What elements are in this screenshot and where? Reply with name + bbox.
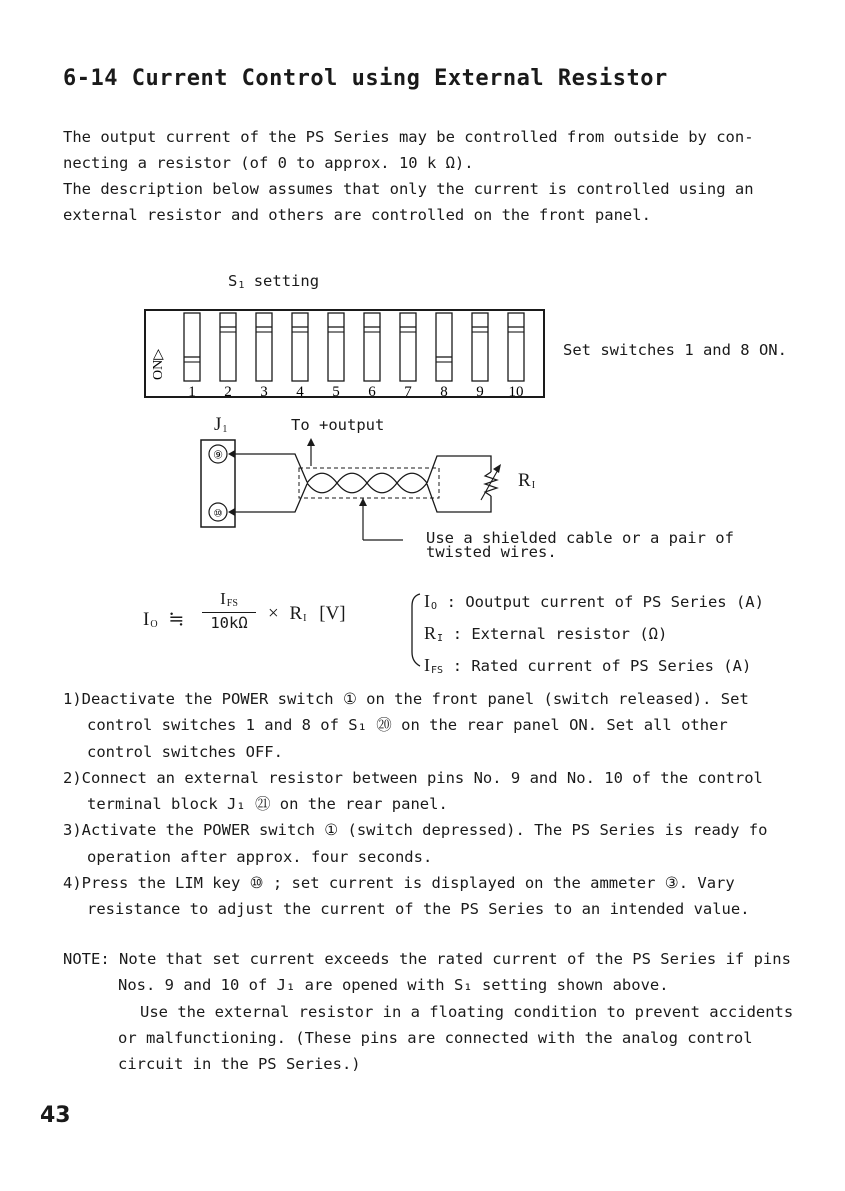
to-output-label: To +output [291,416,385,434]
note-line-1: NOTE: Note that set current exceeds the rated current of the PS Series if pins [63,950,791,968]
terminal-label: J1 [214,414,228,435]
on-label: ON▷ [151,349,166,380]
switch-number-8: 8 [440,384,448,400]
dip-switch-group [184,313,524,381]
step-2-line-2: terminal block J₁ ㉑ on the rear panel. [87,795,448,814]
legend-io: IO : Ooutput current of PS Series (A) [424,591,764,612]
switch-number-4: 4 [296,384,304,400]
pin-10-arrow [228,508,235,516]
wire-top-left [235,454,307,482]
intro-paragraph [63,124,754,228]
switch-caption: S1 setting [228,272,320,291]
switch-number-10: 10 [508,384,524,400]
pin-9-arrow [228,450,235,458]
formula-numerator: IFS [220,589,238,609]
step-1-line-2: control switches 1 and 8 of S₁ ⑳ on the rear panel ON. Set all other [87,716,728,735]
intro-line-3: The description below assumes that only the current is controlled using an [63,180,754,198]
dip-switch-1 [184,313,200,381]
wire-top-right [427,456,491,483]
dip-switch-10 [508,313,524,381]
twisted-wire-b [307,473,427,493]
switch-instruction: Set switches 1 and 8 ON. [563,341,787,359]
dip-switch-4 [292,313,308,381]
cable-leader-head [359,498,367,506]
legend-ifs: IFS : Rated current of PS Series (A) [424,655,752,676]
note-line-3: Use the external resistor in a floating condition to prevent accidents [140,1002,794,1021]
legend [424,587,764,683]
dip-switch-9 [472,313,488,381]
legend-bracket [408,590,424,670]
intro-line-1: The output current of the PS Series may be controlled from outside by con- [63,128,754,146]
formula-rhs: × RI [V] [268,603,346,624]
wire-bottom-right [427,484,491,512]
switch-number-3: 3 [260,384,268,400]
formula-fraction [198,589,260,633]
switch-number-5: 5 [332,384,340,400]
dip-switch-6 [364,313,380,381]
resistor-label: RI [518,470,536,491]
intro-line-4: external resistor and others are controlled on the front panel. [63,206,651,224]
procedure-steps [63,686,767,923]
intro-line-2: necting a resistor (of 0 to approx. 10 k Ω). [63,154,474,172]
formula-denominator: 10kΩ [210,614,248,632]
wire-bottom-left [235,484,307,512]
switch-number-2: 2 [224,384,232,400]
dip-switch-8 [436,313,452,381]
variable-arrow-head [493,464,501,473]
switch-number-7: 7 [404,384,412,400]
output-arrow-head [307,438,315,446]
step-3-line-1: 3)Activate the POWER switch ① (switch depressed). The PS Series is ready fo [63,821,768,840]
legend-ri: RI : External resistor (Ω) [424,623,668,644]
section-title: 6-14 Current Control using External Resistor [63,66,668,91]
cable-shield [299,468,439,498]
note-label: NOTE: [63,950,110,968]
step-4-line-2: resistance to adjust the current of the PS Series to an intended value. [87,900,750,919]
step-3-line-2: operation after approx. four seconds. [87,847,433,866]
page-number: 43 [40,1103,71,1128]
note-line-4: or malfunctioning. (These pins are connected with the analog control [118,1028,753,1047]
dip-switch-2 [220,313,236,381]
step-2-line-1: 2)Connect an external resistor between pins No. 9 and No. 10 of the control [63,768,763,787]
dip-switch-3 [256,313,272,381]
pin-9-label: ⑨ [213,449,223,462]
pin-10-label: ⑩ [213,508,223,520]
step-1-line-3: control switches OFF. [87,742,283,761]
note-line-2: Nos. 9 and 10 of J₁ are opened with S₁ setting shown above. [118,976,669,995]
switch-number-1: 1 [188,384,196,400]
cable-note: Use a shielded cable or a pair of twisted wires. [426,529,734,561]
formula-lhs: IO ≒ [143,609,185,630]
switch-number-6: 6 [368,384,376,400]
switch-number-9: 9 [476,384,484,400]
step-4-line-1: 4)Press the LIM key ⑩ ; set current is displayed on the ammeter ③. Vary [63,874,735,893]
note-block [63,946,793,1077]
dip-switch-7 [400,313,416,381]
dip-switch-5 [328,313,344,381]
note-line-5: circuit in the PS Series.) [118,1055,361,1074]
step-1-line-1: 1)Deactivate the POWER switch ① on the front panel (switch released). Set [63,690,749,708]
dip-switch-diagram [140,305,550,400]
